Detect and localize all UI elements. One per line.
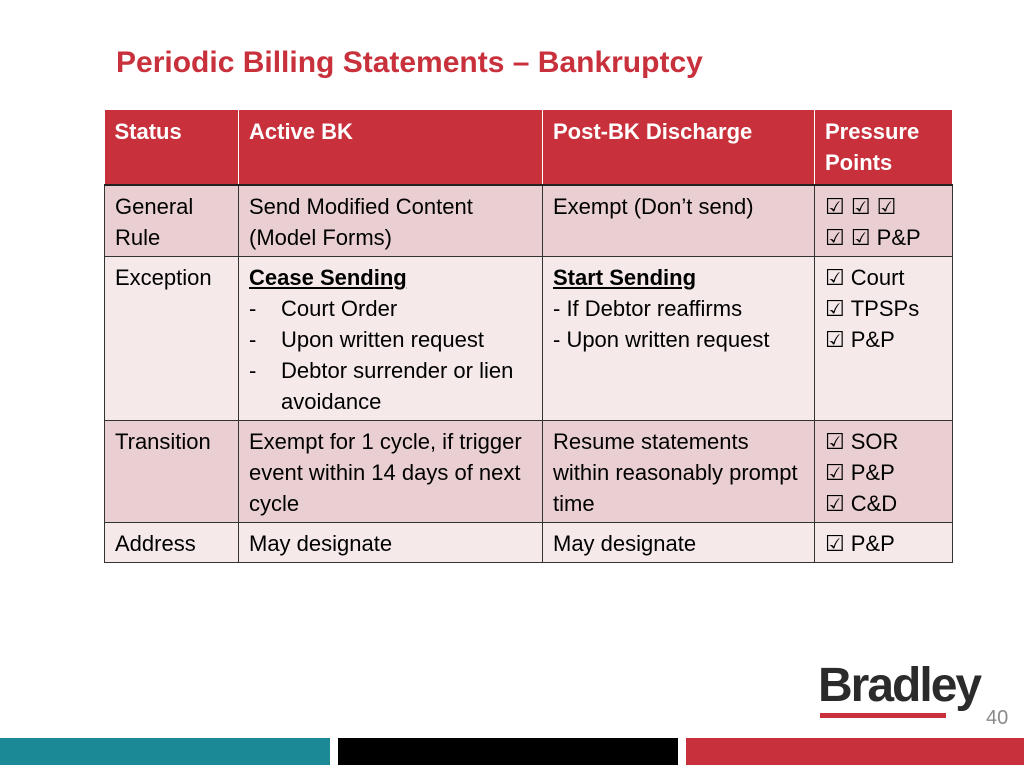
row-status: Exception bbox=[105, 257, 239, 421]
footer-band-teal bbox=[0, 738, 330, 765]
pressure-line: ☑ ☑ P&P bbox=[825, 225, 921, 250]
table-row bbox=[105, 421, 953, 523]
cell-post-bk: Exempt (Don’t send) bbox=[543, 185, 815, 257]
header-status: Status bbox=[105, 110, 239, 185]
list-item: - Upon written request bbox=[553, 327, 770, 352]
list-item-text: Upon written request bbox=[281, 327, 484, 352]
dash-bullet: - bbox=[249, 296, 257, 321]
page-number: 40 bbox=[986, 707, 1009, 729]
cell-post-bk: May designate bbox=[543, 523, 815, 563]
bankruptcy-table bbox=[104, 110, 953, 563]
cell-pressure-points bbox=[815, 257, 953, 421]
checkbox-icon: ☑ bbox=[825, 327, 845, 352]
post-subheading: Start Sending bbox=[553, 265, 697, 290]
cell-pressure-points bbox=[815, 421, 953, 523]
pressure-item bbox=[825, 528, 942, 559]
pressure-label: TPSPs bbox=[850, 296, 920, 321]
checkbox-icon: ☑ bbox=[825, 491, 845, 516]
footer-band-red bbox=[686, 738, 1024, 765]
active-subheading: Cease Sending bbox=[249, 265, 407, 290]
pressure-label: P&P bbox=[850, 531, 895, 556]
pressure-label: SOR bbox=[850, 429, 899, 454]
cell-post-bk bbox=[543, 257, 815, 421]
header-pressure-points: Pressure Points bbox=[815, 110, 953, 185]
table-row bbox=[105, 523, 953, 563]
table-row bbox=[105, 185, 953, 257]
row-status: Transition bbox=[105, 421, 239, 523]
pressure-label: C&D bbox=[850, 491, 898, 516]
checkbox-icon: ☑ bbox=[825, 429, 845, 454]
cell-active-bk bbox=[239, 257, 543, 421]
pressure-item bbox=[825, 457, 942, 488]
checkbox-icon: ☑ bbox=[825, 265, 845, 290]
table-row bbox=[105, 257, 953, 421]
pressure-item bbox=[825, 262, 942, 293]
cell-pressure-points bbox=[815, 523, 953, 563]
pressure-label: P&P bbox=[850, 327, 895, 352]
list-item bbox=[249, 293, 532, 324]
bradley-logo: Bradley bbox=[818, 659, 981, 712]
table-header-row bbox=[105, 110, 953, 185]
list-item-text: Debtor surrender or lien avoidance bbox=[281, 358, 514, 414]
cell-active-bk: May designate bbox=[239, 523, 543, 563]
dash-bullet: - bbox=[249, 327, 257, 352]
list-item bbox=[249, 355, 532, 417]
pressure-line: ☑ ☑ ☑ bbox=[825, 194, 897, 219]
header-post-bk-discharge: Post-BK Discharge bbox=[543, 110, 815, 185]
pressure-item bbox=[825, 426, 942, 457]
dash-bullet: - bbox=[249, 358, 257, 383]
checkbox-icon: ☑ bbox=[825, 460, 845, 485]
checkbox-icon: ☑ bbox=[825, 296, 845, 321]
header-active-bk: Active BK bbox=[239, 110, 543, 185]
pressure-item bbox=[825, 293, 942, 324]
checkbox-icon: ☑ bbox=[825, 531, 845, 556]
cell-pressure-points bbox=[815, 185, 953, 257]
list-item: - If Debtor reaffirms bbox=[553, 296, 743, 321]
row-status: General Rule bbox=[105, 185, 239, 257]
pressure-label: P&P bbox=[850, 460, 895, 485]
logo-underline bbox=[820, 713, 946, 718]
cell-active-bk: Exempt for 1 cycle, if trigger event within 14 days of next cycle bbox=[239, 421, 543, 523]
pressure-item bbox=[825, 488, 942, 519]
cell-post-bk: Resume statements within reasonably prompt time bbox=[543, 421, 815, 523]
pressure-item bbox=[825, 324, 942, 355]
footer-band-black bbox=[338, 738, 678, 765]
list-item bbox=[249, 324, 532, 355]
slide-title: Periodic Billing Statements – Bankruptcy bbox=[116, 46, 703, 79]
row-status: Address bbox=[105, 523, 239, 563]
pressure-label: Court bbox=[850, 265, 905, 290]
cell-active-bk: Send Modified Content (Model Forms) bbox=[239, 185, 543, 257]
list-item-text: Court Order bbox=[281, 296, 398, 321]
